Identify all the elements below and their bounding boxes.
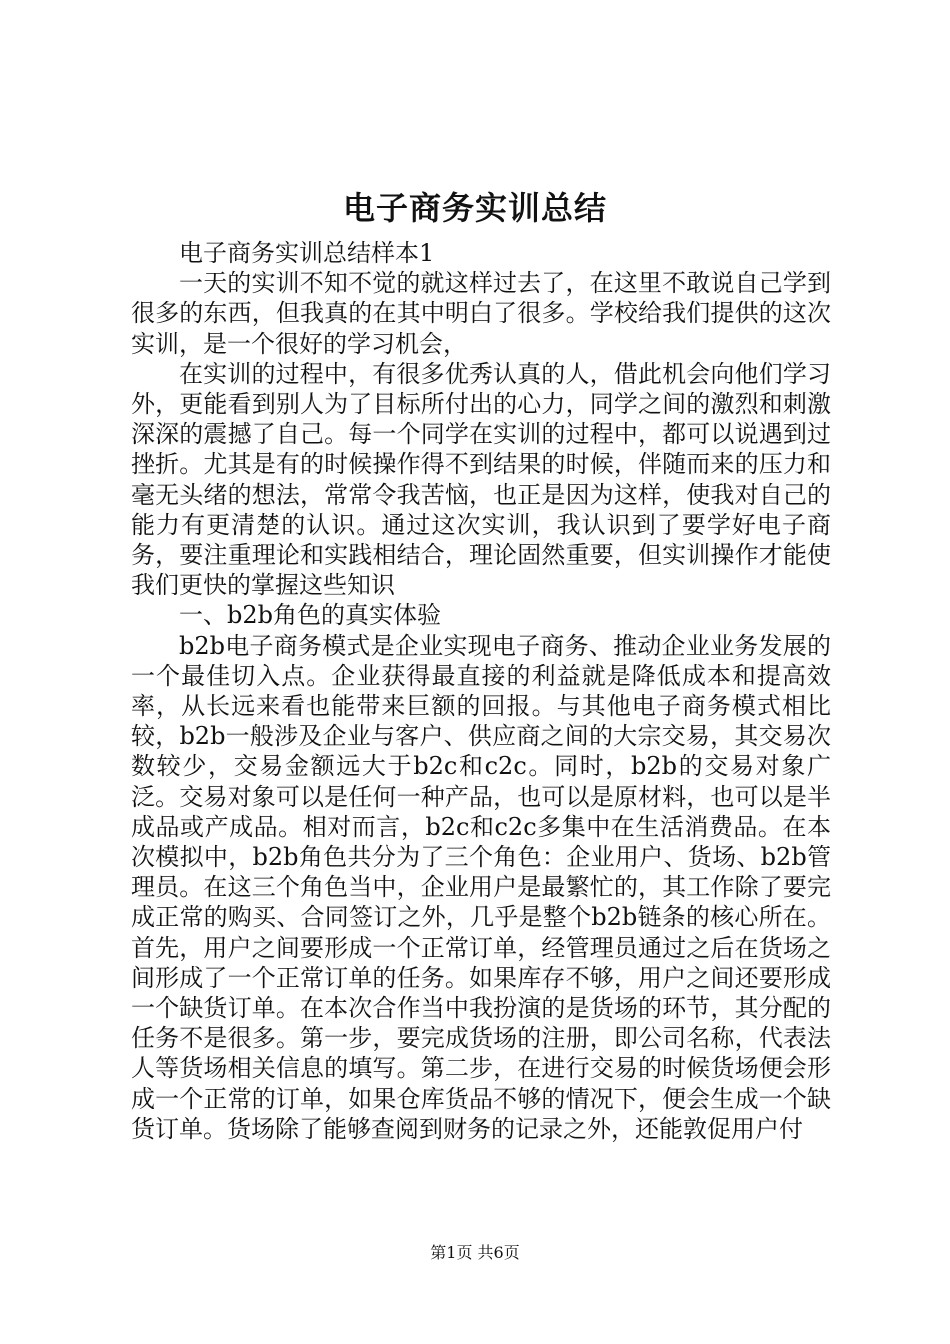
document-body	[131, 238, 831, 1144]
paragraph-sample-heading: 电子商务实训总结样本1	[179, 239, 435, 267]
document-title: 电子商务实训总结	[342, 189, 607, 227]
page-number: 第1页 共6页	[430, 1243, 520, 1262]
section-heading-b2b: 一、b2b角色的真实体验	[179, 601, 441, 630]
paragraph-intro: 一天的实训不知不觉的就这样过去了，在这里不敢说自己学到很多的东西，但我真的在其中明白了很多。学校给我们提供的这次实训，是一个很好的学习机会，	[131, 269, 831, 358]
paragraph-b2b-description: b2b电子商务模式是企业实现电子商务、推动企业业务发展的一个最佳切入点。企业获得最直接的利益就是降低成本和提高效率，从长远来看也能带来巨额的回报。与其他电子商务模式相比较，b2b一般涉及企业与客户、供应商之间的大宗交易，其交易次数较少，交易金额远大于b2c和c2c。同时，b2b的交易对象广泛。交易对象可以是任何一种产品，也可以是原材料，也可以是半成品或产成品。相对而言，b2c和c2c多集中在生活消费品。在本次模拟中，b2b角色共分为了三个角色：企业用户、货场、b2b管理员。在这三个角色当中，企业用户是最繁忙的，其工作除了要完成正常的购买、合同签订之外，几乎是整个b2b链条的核心所在。首先，用户之间要形成一个正常订单，经管理员通过之后在货场之间形成了一个正常订单的任务。如果库存不够，用户之间还要形成一个缺货订单。在本次合作当中我扮演的是货场的环节，其分配的任务不是很多。第一步，要完成货场的注册，即公司名称，代表法人等货场相关信息的填写。第二步，在进行交易的时候货场便会形成一个正常的订单，如果仓库货品不够的情况下，便会生成一个缺货订单。货场除了能够查阅到财务的记录之外，还能敦促用户付	[131, 631, 831, 1143]
paragraph-training-process: 在实训的过程中，有很多优秀认真的人，借此机会向他们学习外，更能看到别人为了目标所付出的心力，同学之间的激烈和刺激深深的震撼了自己。每一个同学在实训的过程中，都可以说遇到过挫折。尤其是有的时候操作得不到结果的时候，伴随而来的压力和毫无头绪的想法，常常令我苦恼，也正是因为这样，使我对自己的能力有更清楚的认识。通过这次实训，我认识到了要学好电子商务，要注重理论和实践相结合，理论固然重要，但实训操作才能使我们更快的掌握这些知识	[131, 359, 831, 600]
